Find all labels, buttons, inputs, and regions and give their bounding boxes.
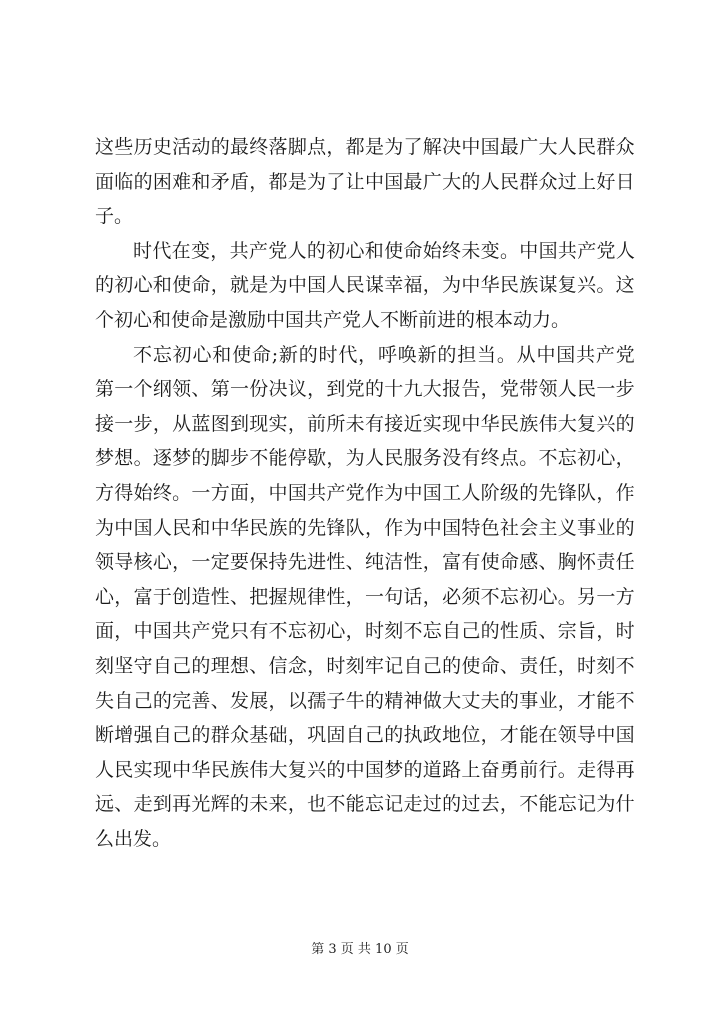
text-line: 方 得 始 终 。 一 方 面 ， 中 国 共 产 党 作 为 中 国 工 人 阶 级 的 先 锋 队 ， 作 — [95, 481, 635, 504]
text-line: 不 忘 初 心 和 使 命 ; 新 的 时 代 ， 呼 唤 新 的 担 当 。 从 中 国 共 产 党 — [133, 343, 635, 366]
text-line: 领 导 核 心 ， 一 定 要 保 持 先 进 性 、 纯 洁 性 ， 富 有 使 命 感 、 胸 怀 责 任 — [95, 551, 635, 574]
text-line: 的 初 心 和 使 命 ， 就 是 为 中 国 人 民 谋 幸 福 ， 为 中 华 民 族 谋 复 兴 。 这 — [95, 274, 635, 297]
text-line: 断 增 强 自 己 的 群 众 基 础 ， 巩 固 自 己 的 执 政 地 位 ， 才 能 在 领 导 中 国 — [95, 724, 635, 747]
page-number-footer: 第 3 页 共 10 页 — [311, 942, 409, 957]
body-text — [95, 130, 635, 856]
text-line: 失 自 己 的 完 善 、 发 展 ， 以 孺 子 牛 的 精 神 做 大 丈 夫 的 事 业 ， 才 能 不 — [95, 689, 635, 712]
text-line: 人 民 实 现 中 华 民 族 伟 大 复 兴 的 中 国 梦 的 道 路 上 奋 勇 前 行 。 走 得 再 — [95, 758, 635, 781]
text-line: 远 、 走 到 再 光 辉 的 未 来 ， 也 不 能 忘 记 走 过 的 过 去 ， 不 能 忘 记 为 什 — [95, 793, 635, 816]
text-line: 面 ， 中 国 共 产 党 只 有 不 忘 初 心 ， 时 刻 不 忘 自 己 的 性 质 、 宗 旨 ， 时 — [95, 620, 635, 643]
text-line: 为 中 国 人 民 和 中 华 民 族 的 先 锋 队 ， 作 为 中 国 特 色 社 会 主 义 事 业 的 — [95, 516, 635, 539]
text-line: 子。 — [95, 205, 134, 228]
text-line: 梦 想 。 逐 梦 的 脚 步 不 能 停 歇 ， 为 人 民 服 务 没 有 终 点 。 不 忘 初 心 ， — [95, 447, 635, 470]
text-line: 心 ， 富 于 创 造 性 、 把 握 规 律 性 ， 一 句 话 ， 必 须 不 忘 初 心 。 另 一 方 — [95, 585, 635, 608]
text-line: 刻 坚 守 自 己 的 理 想 、 信 念 ， 时 刻 牢 记 自 己 的 使 命 、 责 任 ， 时 刻 不 — [95, 654, 635, 677]
text-line: 个初心和使命是激励中国共产党人不断前进的根本动力。 — [95, 308, 571, 331]
text-line: 面 临 的 困 难 和 矛 盾 ， 都 是 为 了 让 中 国 最 广 大 的 人 民 群 众 过 上 好 日 — [95, 170, 635, 193]
text-line: 这 些 历 史 活 动 的 最 终 落 脚 点 ， 都 是 为 了 解 决 中 国 最 广 大 人 民 群 众 — [95, 136, 635, 158]
text-line: 时 代 在 变 ， 共 产 党 人 的 初 心 和 使 命 始 终 未 变 。 中 国 共 产 党 人 — [133, 239, 635, 262]
text-line: 接 一 步 ， 从 蓝 图 到 现 实 ， 前 所 未 有 接 近 实 现 中 华 民 族 伟 大 复 兴 的 — [95, 412, 635, 435]
text-line: 么出发。 — [95, 827, 172, 850]
text-line: 第 一 个 纲 领 、 第 一 份 决 议 ， 到 党 的 十 九 大 报 告 ， 党 带 领 人 民 一 步 — [95, 378, 635, 401]
